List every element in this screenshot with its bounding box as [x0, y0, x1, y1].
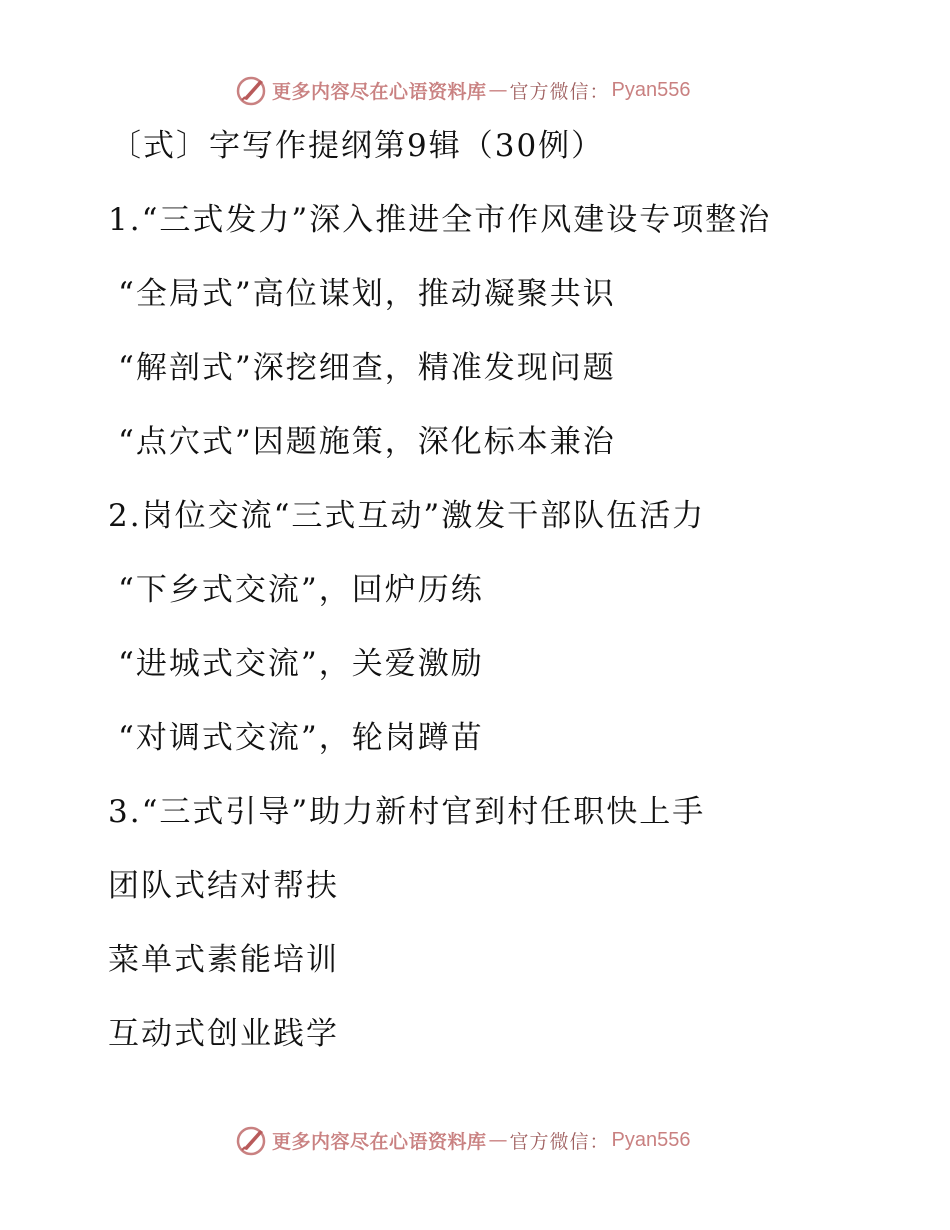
watermark-dash: — [488, 79, 508, 101]
document-title: 〔式〕字写作提纲第9辑（30例） [110, 128, 605, 164]
list-item: “进城式交流”，关爱激励 [118, 646, 484, 682]
section-heading: 2.岗位交流“三式互动”激发干部队伍活力 [108, 498, 706, 534]
list-item: “点穴式”因题施策，深化标本兼治 [118, 424, 616, 460]
quill-pen-icon [234, 73, 268, 107]
section-heading: 3.“三式引导”助力新村官到村任职快上手 [108, 794, 706, 830]
quill-pen-icon [234, 1123, 268, 1157]
list-item: “对调式交流”，轮岗蹲苗 [118, 720, 484, 756]
watermark-official-label: 官方微信： [509, 1130, 610, 1153]
list-item: “下乡式交流”，回炉历练 [118, 572, 484, 608]
list-item: “解剖式”深挖细查，精准发现问题 [118, 350, 616, 386]
watermark-dash: — [488, 1129, 508, 1151]
list-item: 互动式创业践学 [108, 1016, 339, 1052]
watermark-header [234, 72, 691, 108]
watermark-text: 更多内容尽在心语资料库 [272, 80, 487, 103]
list-item: “全局式”高位谋划，推动凝聚共识 [118, 276, 616, 312]
watermark-official-label: 官方微信： [509, 80, 610, 103]
watermark-footer [234, 1122, 691, 1158]
list-item: 菜单式素能培训 [108, 942, 339, 978]
watermark-text: 更多内容尽在心语资料库 [272, 1130, 487, 1153]
section-heading: 1.“三式发力”深入推进全市作风建设专项整治 [108, 202, 772, 238]
watermark-wechat-id: Pyan556 [611, 78, 691, 101]
watermark-wechat-id: Pyan556 [611, 1128, 691, 1151]
list-item: 团队式结对帮扶 [108, 868, 339, 904]
